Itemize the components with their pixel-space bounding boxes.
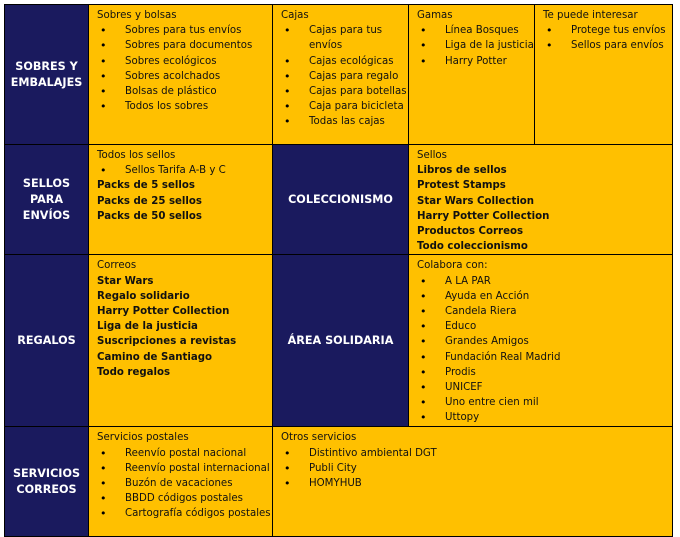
regalo-link[interactable]: Liga de la justicia xyxy=(97,321,198,333)
list-item[interactable]: • Cajas ecológicas xyxy=(281,54,408,69)
category-sobres-embalajes[interactable] xyxy=(5,5,89,145)
section-header-sobres-bolsas[interactable]: Sobres y bolsas xyxy=(97,10,177,21)
list-packs xyxy=(97,178,272,224)
category-title-line: SOBRES Y xyxy=(15,59,78,73)
cell-otros-servicios xyxy=(273,427,673,537)
category-area-solidaria[interactable] xyxy=(273,255,409,427)
category-title: ÁREA SOLIDARIA xyxy=(287,333,394,347)
list-sobres-bolsas xyxy=(97,23,272,114)
list-item[interactable]: • Prodis xyxy=(417,365,672,380)
pack-link[interactable]: Packs de 25 sellos xyxy=(97,195,202,207)
list-item[interactable]: • Grandes Amigos xyxy=(417,334,672,349)
list-item[interactable]: • Cajas para regalo xyxy=(281,69,408,84)
list-item[interactable]: • Buzón de vacaciones xyxy=(97,476,272,491)
list-item[interactable]: • BBDD códigos postales xyxy=(97,491,272,506)
category-coleccionismo[interactable] xyxy=(273,145,409,255)
regalo-link[interactable]: Regalo solidario xyxy=(97,290,190,302)
cell-cajas xyxy=(273,5,409,145)
row-sobres xyxy=(5,5,673,145)
cell-servicios-postales xyxy=(89,427,273,537)
list-item[interactable]: • Sobres para tus envíos xyxy=(97,23,272,38)
section-header-correos[interactable]: Correos xyxy=(97,260,137,272)
list-item[interactable]: • Distintivo ambiental DGT xyxy=(281,446,672,461)
category-title: REGALOS xyxy=(17,333,76,347)
list-item[interactable]: • Cajas para botellas xyxy=(281,84,408,99)
category-title-line: EMBALAJES xyxy=(10,75,83,89)
list-colabora xyxy=(417,274,672,426)
list-cajas xyxy=(281,23,408,129)
cell-colabora xyxy=(409,255,673,427)
list-coleccionismo xyxy=(417,163,672,254)
row-regalos xyxy=(5,255,673,427)
list-item[interactable]: • Todos los sobres xyxy=(97,99,272,114)
cell-sellos xyxy=(89,145,273,255)
list-regalos xyxy=(97,274,272,380)
section-header-colabora[interactable]: Colabora con: xyxy=(417,260,488,272)
list-item[interactable]: • Uttopy xyxy=(417,410,672,425)
regalo-link[interactable]: Suscripciones a revistas xyxy=(97,336,237,348)
list-item[interactable]: • Reenvío postal internacional xyxy=(97,461,272,476)
list-item[interactable]: • Bolsas de plástico xyxy=(97,84,272,99)
list-item[interactable]: • Reenvío postal nacional xyxy=(97,446,272,461)
category-servicios-correos[interactable] xyxy=(5,427,89,537)
list-item[interactable]: • Todas las cajas xyxy=(281,114,408,129)
list-item[interactable]: • Harry Potter xyxy=(417,54,534,69)
list-item[interactable]: • Cajas para tus envíos xyxy=(281,23,408,53)
section-header-otros-servicios[interactable]: Otros servicios xyxy=(281,432,357,444)
list-item[interactable]: • Sellos para envíos xyxy=(543,38,672,53)
menu-table xyxy=(4,4,673,537)
list-item[interactable]: • Sobres para documentos xyxy=(97,38,272,53)
list-item[interactable]: • Sobres ecológicos xyxy=(97,54,272,69)
section-header-todos-sellos[interactable]: Todos los sellos xyxy=(97,150,176,161)
row-sellos xyxy=(5,145,673,255)
list-item[interactable]: • UNICEF xyxy=(417,380,672,395)
section-header-gamas[interactable]: Gamas xyxy=(417,10,453,21)
cell-coleccionismo xyxy=(409,145,673,255)
category-regalos[interactable] xyxy=(5,255,89,427)
coleccionismo-link[interactable]: Protest Stamps xyxy=(417,180,506,192)
coleccionismo-link[interactable]: Todo coleccionismo xyxy=(417,241,528,253)
list-item[interactable]: • Ayuda en Acción xyxy=(417,289,672,304)
list-item[interactable]: • Educo xyxy=(417,319,672,334)
list-sellos-tarifa xyxy=(97,163,272,178)
section-header-sellos[interactable]: Sellos xyxy=(417,150,447,161)
list-te-puede-interesar xyxy=(543,23,672,53)
cell-te-puede-interesar xyxy=(535,5,673,145)
list-otros-servicios xyxy=(281,446,672,492)
list-item[interactable]: • Cartografía códigos postales xyxy=(97,506,272,521)
category-title-line: CORREOS xyxy=(16,482,77,496)
cell-regalos xyxy=(89,255,273,427)
category-title-line: ENVÍOS xyxy=(22,208,71,222)
list-item[interactable]: • Protege tus envíos xyxy=(543,23,672,38)
section-header-servicios-postales[interactable]: Servicios postales xyxy=(97,432,189,444)
list-item[interactable]: • Uno entre cien mil xyxy=(417,395,672,410)
cell-gamas xyxy=(409,5,535,145)
pack-link[interactable]: Packs de 50 sellos xyxy=(97,210,202,222)
coleccionismo-link[interactable]: Productos Correos xyxy=(417,226,524,238)
category-title: COLECCIONISMO xyxy=(288,192,393,206)
coleccionismo-link[interactable]: Harry Potter Collection xyxy=(417,210,550,222)
list-item[interactable]: • Liga de la justicia xyxy=(417,38,534,53)
cell-sobres-bolsas xyxy=(89,5,273,145)
list-item[interactable]: • Sellos Tarifa A-B y C xyxy=(97,163,272,178)
row-servicios xyxy=(5,427,673,537)
list-item[interactable]: • Candela Riera xyxy=(417,304,672,319)
regalo-link[interactable]: Star Wars xyxy=(97,275,154,287)
regalo-link[interactable]: Todo regalos xyxy=(97,366,171,378)
category-title-line: SERVICIOS xyxy=(12,466,81,480)
coleccionismo-link[interactable]: Star Wars Collection xyxy=(417,195,535,207)
section-header-cajas[interactable]: Cajas xyxy=(281,10,309,21)
list-item[interactable]: • Sobres acolchados xyxy=(97,69,272,84)
regalo-link[interactable]: Camino de Santiago xyxy=(97,351,212,363)
section-header-te-puede-interesar[interactable]: Te puede interesar xyxy=(543,10,638,21)
list-item[interactable]: • HOMYHUB xyxy=(281,476,672,491)
coleccionismo-link[interactable]: Libros de sellos xyxy=(417,165,507,177)
list-item[interactable]: • Publi City xyxy=(281,461,672,476)
list-item[interactable]: • Línea Bosques xyxy=(417,23,534,38)
category-sellos-envios[interactable] xyxy=(5,145,89,255)
list-servicios-postales xyxy=(97,446,272,522)
category-title-line: PARA xyxy=(29,192,64,206)
regalo-link[interactable]: Harry Potter Collection xyxy=(97,306,230,318)
list-item[interactable]: • Fundación Real Madrid xyxy=(417,350,672,365)
list-gamas xyxy=(417,23,534,69)
pack-link[interactable]: Packs de 5 sellos xyxy=(97,180,195,192)
list-item[interactable]: • Caja para bicicleta xyxy=(281,99,408,114)
list-item[interactable]: • A LA PAR xyxy=(417,274,672,289)
category-title-line: SELLOS xyxy=(22,176,71,190)
